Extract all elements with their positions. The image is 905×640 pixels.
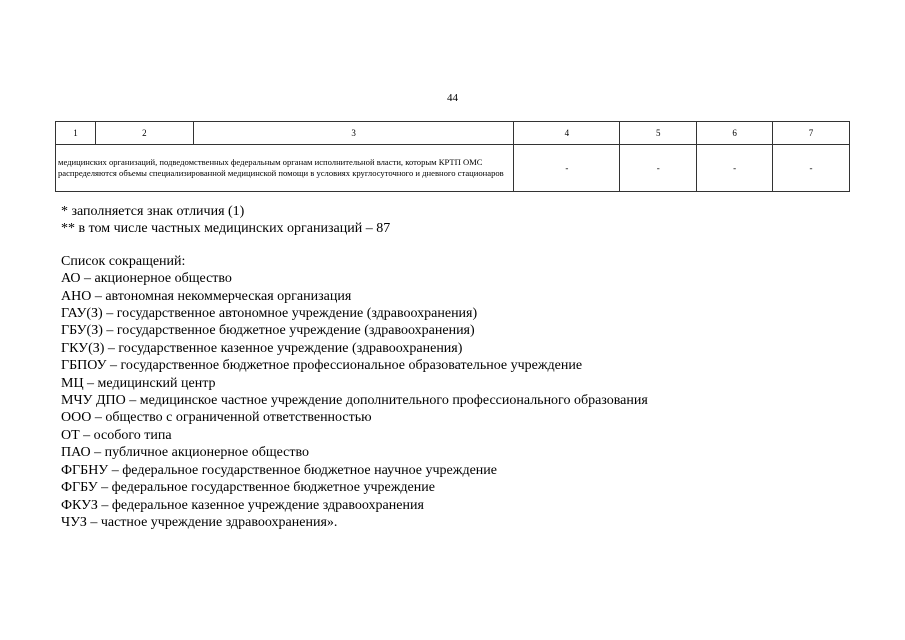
column-header: 4 — [514, 122, 620, 145]
abbreviation-item: АНО – автономная некоммерческая организация — [61, 288, 352, 304]
abbreviation-item: МЧУ ДПО – медицинское частное учреждение дополнительного профессионального образования — [61, 393, 648, 409]
abbreviations-list — [61, 270, 648, 531]
abbreviation-item: ЧУЗ – частное учреждение здравоохранения». — [61, 514, 338, 530]
abbreviation-item: ГАУ(З) – государственное автономное учреждение (здравоохранения) — [61, 306, 478, 322]
table-header-row — [56, 122, 850, 145]
cell-value: - — [773, 145, 850, 192]
notes-section — [61, 203, 648, 531]
abbreviation-item: ОТ – особого типа — [61, 427, 172, 443]
abbreviation-item: МЦ – медицинский центр — [61, 375, 216, 391]
abbreviation-item: ФКУЗ – федеральное казенное учреждение здравоохранения — [61, 497, 424, 513]
column-header: 7 — [773, 122, 850, 145]
footnote: ** в том числе частных медицинских организаций – 87 — [61, 221, 391, 237]
footnote: * заполняется знак отличия (1) — [61, 204, 245, 219]
row-description: медицинских организаций, подведомственных федеральным органам исполнительной власти, которым КРТП ОМС распределяются объемы специализированной медицинской помощи в условиях круглосуточного и дневного стационаров — [56, 145, 514, 192]
abbreviation-item: АО – акционерное общество — [61, 271, 232, 287]
column-header: 5 — [620, 122, 697, 145]
table-row — [56, 145, 850, 192]
abbreviation-item: ПАО – публичное акционерное общество — [61, 445, 310, 461]
data-table — [55, 121, 850, 192]
abbreviation-item: ООО – общество с ограниченной ответственностью — [61, 410, 372, 426]
abbreviation-item: ФГБНУ – федеральное государственное бюджетное научное учреждение — [61, 462, 497, 478]
cell-value: - — [620, 145, 697, 192]
column-header: 2 — [95, 122, 193, 145]
page-number: 44 — [447, 92, 458, 104]
cell-value: - — [697, 145, 773, 192]
column-header: 3 — [193, 122, 514, 145]
abbreviation-item: ГБПОУ – государственное бюджетное профессиональное образовательное учреждение — [61, 358, 583, 374]
column-header: 1 — [56, 122, 96, 145]
abbreviation-item: ГКУ(З) – государственное казенное учреждение (здравоохранения) — [61, 340, 463, 356]
abbreviation-item: ГБУ(З) – государственное бюджетное учреждение (здравоохранения) — [61, 323, 475, 339]
cell-value: - — [514, 145, 620, 192]
abbreviations-title: Список сокращений: — [61, 253, 186, 269]
abbreviation-item: ФГБУ – федеральное государственное бюджетное учреждение — [61, 480, 435, 496]
column-header: 6 — [697, 122, 773, 145]
